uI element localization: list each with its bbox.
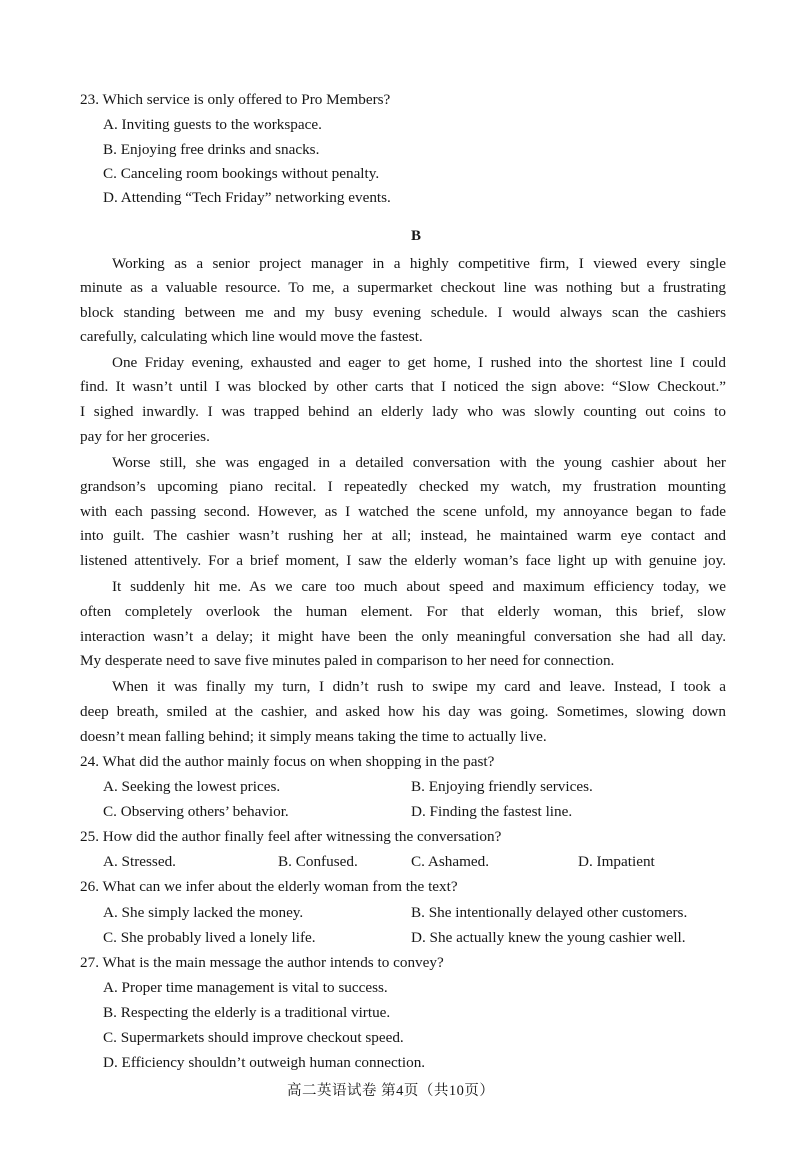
passage-p4-line1: It suddenly hit me. As we care too much about speed and maximum efficiency today, we xyxy=(112,578,726,595)
passage-p3-line2: grandson’s upcoming piano recital. I repeatedly checked my watch, my frustration mounting xyxy=(80,478,726,495)
passage-p1-line2: minute as a valuable resource. To me, a supermarket checkout line was nothing but a frustrating xyxy=(80,279,726,296)
q23-stem: 23. Which service is only offered to Pro Members? xyxy=(80,91,391,108)
q25-stem: 25. How did the author finally feel after witnessing the conversation? xyxy=(80,828,502,845)
q27-option-d: D. Efficiency shouldn’t outweigh human connection. xyxy=(103,1054,426,1071)
passage-p1-line3: block standing between me and my busy evening schedule. I would always scan the cashiers xyxy=(80,304,726,321)
q23-option-c: C. Canceling room bookings without penalty. xyxy=(103,165,380,182)
q23-option-a: A. Inviting guests to the workspace. xyxy=(103,116,322,133)
passage-p2-line1: One Friday evening, exhausted and eager to get home, I rushed into the shortest line I could xyxy=(112,354,726,371)
q24-option-b: B. Enjoying friendly services. xyxy=(411,778,593,795)
q26-option-b: B. She intentionally delayed other customers. xyxy=(411,904,688,921)
q24-option-a: A. Seeking the lowest prices. xyxy=(103,778,281,795)
passage-p2-line4: pay for her groceries. xyxy=(80,428,210,445)
q23-option-d: D. Attending “Tech Friday” networking events. xyxy=(103,189,391,206)
q26-option-d: D. She actually knew the young cashier well. xyxy=(411,929,686,946)
q24-option-c: C. Observing others’ behavior. xyxy=(103,803,289,820)
q24-stem: 24. What did the author mainly focus on when shopping in the past? xyxy=(80,753,495,770)
passage-p2-line3: I sighed inwardly. I was trapped behind an elderly lady who was slowly counting out coins to xyxy=(80,403,726,420)
page-footer: 高二英语试卷 第4页（共10页） xyxy=(287,1083,495,1099)
q25-option-b: B. Confused. xyxy=(278,853,358,870)
passage-p5-line3: doesn’t mean falling behind; it simply means taking the time to actually live. xyxy=(80,728,547,745)
q26-option-a: A. She simply lacked the money. xyxy=(103,904,304,921)
q25-option-c: C. Ashamed. xyxy=(411,853,490,870)
passage-p4-line2: often completely overlook the human element. For that elderly woman, this brief, slow xyxy=(80,603,726,620)
q23-option-b: B. Enjoying free drinks and snacks. xyxy=(103,141,320,158)
passage-p5-line1: When it was finally my turn, I didn’t rush to swipe my card and leave. Instead, I took a xyxy=(112,678,726,695)
passage-p4-line4: My desperate need to save five minutes paled in comparison to her need for connection. xyxy=(80,652,615,669)
passage-p3-line3: with each passing second. However, as I watched the scene unfold, my annoyance began to fade xyxy=(80,503,726,520)
passage-p4-line3: interaction wasn’t a delay; it might have been the only meaningful conversation she had all day. xyxy=(80,628,726,645)
q27-stem: 27. What is the main message the author intends to convey? xyxy=(80,954,444,971)
passage-p3-line4: into guilt. The cashier wasn’t rushing her at all; instead, he maintained warm eye contact and xyxy=(80,527,726,544)
passage-p2-line2: find. It wasn’t until I was blocked by other carts that I noticed the sign above: “Slow Checkout.” xyxy=(80,378,726,395)
passage-p1-line4: carefully, calculating which line would move the fastest. xyxy=(80,328,423,345)
section-heading: B xyxy=(411,228,422,244)
passage-p3-line5: listened attentively. For a brief moment, I saw the elderly woman’s face light up with genuine joy. xyxy=(80,552,726,569)
q25-option-d: D. Impatient xyxy=(578,853,655,870)
passage-p5-line2: deep breath, smiled at the cashier, and asked how his day was going. Sometimes, slowing down xyxy=(80,703,726,720)
q27-option-c: C. Supermarkets should improve checkout speed. xyxy=(103,1029,404,1046)
q27-option-a: A. Proper time management is vital to success. xyxy=(103,979,388,996)
q26-option-c: C. She probably lived a lonely life. xyxy=(103,929,316,946)
q27-option-b: B. Respecting the elderly is a traditional virtue. xyxy=(103,1004,391,1021)
q24-option-d: D. Finding the fastest line. xyxy=(411,803,573,820)
passage-p3-line1: Worse still, she was engaged in a detailed conversation with the young cashier about her xyxy=(112,454,726,471)
passage-p1-line1: Working as a senior project manager in a highly competitive firm, I viewed every single xyxy=(112,255,726,272)
q26-stem: 26. What can we infer about the elderly woman from the text? xyxy=(80,878,458,895)
q25-option-a: A. Stressed. xyxy=(103,853,176,870)
